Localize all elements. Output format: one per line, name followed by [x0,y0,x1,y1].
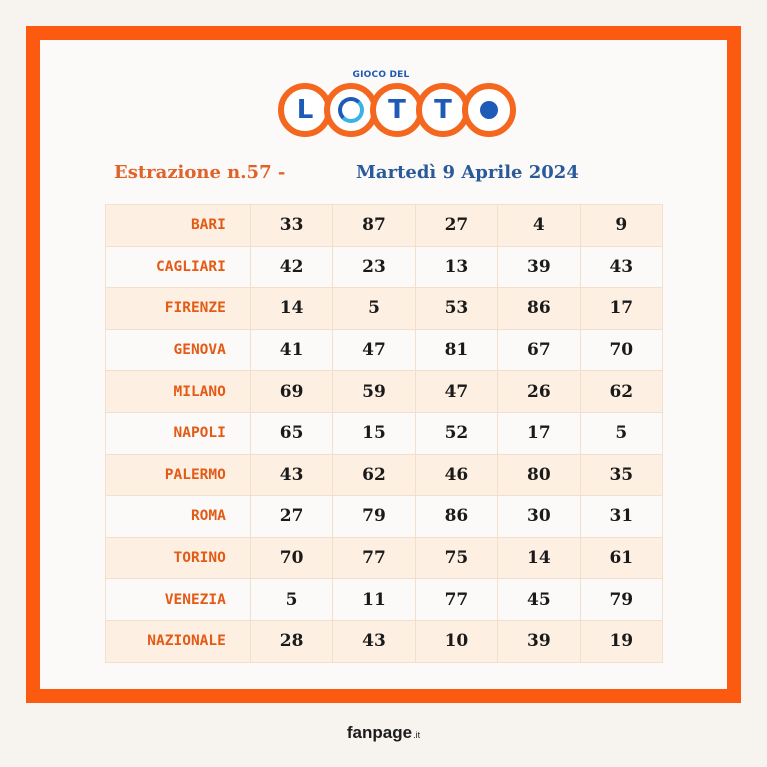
city-name: NAPOLI [106,412,251,454]
drawn-number: 59 [333,371,415,413]
drawn-number: 62 [580,371,662,413]
drawn-number: 15 [333,412,415,454]
city-name: FIRENZE [106,288,251,330]
drawn-number: 43 [250,454,332,496]
city-name: GENOVA [106,329,251,371]
drawn-number: 86 [415,496,497,538]
table-row [106,537,663,579]
table-row [106,246,663,288]
drawn-number: 30 [498,496,580,538]
drawn-number: 5 [580,412,662,454]
drawn-number: 5 [250,579,332,621]
drawn-number: 27 [250,496,332,538]
logo-letter-l: L [278,83,332,137]
city-name: ROMA [106,496,251,538]
city-name: VENEZIA [106,579,251,621]
table-row [106,371,663,413]
drawn-number: 80 [498,454,580,496]
table-row [106,288,663,330]
drawn-number: 35 [580,454,662,496]
drawn-number: 31 [580,496,662,538]
drawn-number: 79 [333,496,415,538]
draw-date: Martedì 9 Aprile 2024 [356,162,579,183]
city-name: MILANO [106,371,251,413]
drawn-number: 4 [498,205,580,247]
drawn-number: 23 [333,246,415,288]
footer-brand [0,723,767,743]
drawn-number: 42 [250,246,332,288]
drawn-number: 70 [580,329,662,371]
drawn-number: 17 [580,288,662,330]
drawn-number: 39 [498,246,580,288]
drawn-number: 70 [250,537,332,579]
drawn-number: 47 [333,329,415,371]
drawn-number: 19 [580,620,662,662]
drawn-number: 17 [498,412,580,454]
city-name: NAZIONALE [106,620,251,662]
lotto-logo [278,70,518,140]
drawn-number: 13 [415,246,497,288]
drawn-number: 43 [333,620,415,662]
drawn-number: 14 [250,288,332,330]
drawn-number: 61 [580,537,662,579]
drawn-number: 65 [250,412,332,454]
drawn-number: 81 [415,329,497,371]
drawn-number: 10 [415,620,497,662]
drawn-number: 67 [498,329,580,371]
drawn-number: 75 [415,537,497,579]
city-name: PALERMO [106,454,251,496]
drawn-number: 43 [580,246,662,288]
logo-letter-t2: T [416,83,470,137]
table-row [106,412,663,454]
results-table [105,204,663,663]
table-row [106,620,663,662]
table-row [106,454,663,496]
table-row [106,329,663,371]
lotto-card [26,26,741,703]
drawn-number: 39 [498,620,580,662]
table-row [106,205,663,247]
drawn-number: 41 [250,329,332,371]
table-row [106,579,663,621]
drawn-number: 87 [333,205,415,247]
drawn-number: 62 [333,454,415,496]
city-name: BARI [106,205,251,247]
drawn-number: 86 [498,288,580,330]
drawn-number: 53 [415,288,497,330]
logo-letter-t1: T [370,83,424,137]
drawn-number: 45 [498,579,580,621]
drawn-number: 14 [498,537,580,579]
drawn-number: 77 [333,537,415,579]
brand-suffix: .it [413,730,421,740]
drawn-number: 69 [250,371,332,413]
table-row [106,496,663,538]
drawn-number: 52 [415,412,497,454]
drawn-number: 28 [250,620,332,662]
drawn-number: 46 [415,454,497,496]
city-name: TORINO [106,537,251,579]
drawn-number: 33 [250,205,332,247]
drawn-number: 47 [415,371,497,413]
city-name: CAGLIARI [106,246,251,288]
drawn-number: 26 [498,371,580,413]
logo-small-text: GIOCO DEL [352,70,410,80]
drawn-number: 9 [580,205,662,247]
drawn-number: 79 [580,579,662,621]
draw-number: Estrazione n.57 - [114,162,286,183]
drawn-number: 27 [415,205,497,247]
drawn-number: 77 [415,579,497,621]
drawn-number: 11 [333,579,415,621]
logo-dot-icon [462,83,516,137]
drawn-number: 5 [333,288,415,330]
brand-name: fanpage [346,723,413,742]
